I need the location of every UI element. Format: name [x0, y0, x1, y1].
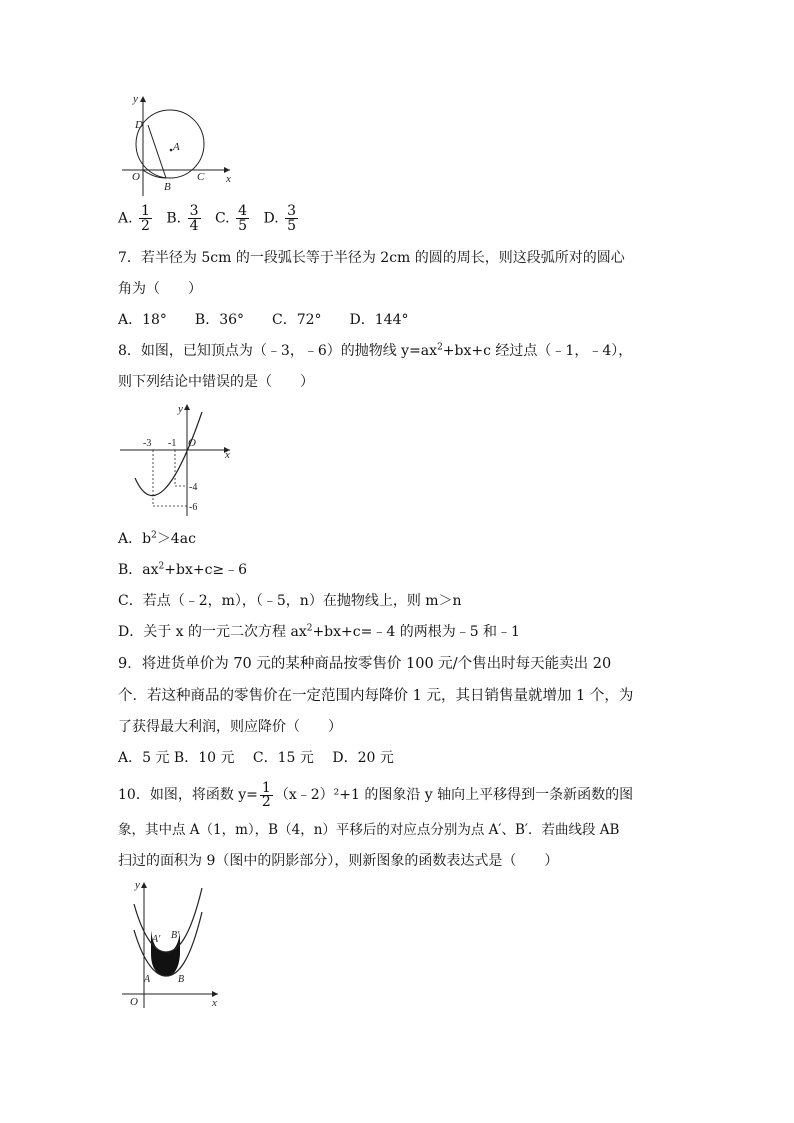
- q8-line-1: 8．如图，已知顶点为（﹣3，﹣6）的抛物线 $y=ax^2+bx+c$ 经过点（﹣1，﹣4），: [118, 342, 633, 359]
- q6-label-x: x: [226, 173, 231, 185]
- q10-label-B: B: [178, 974, 185, 985]
- q8-option-a: A．$b^2>4ac$: [118, 530, 196, 547]
- q8-parabola-diagram: [118, 400, 236, 518]
- q8-label-neg3: -3: [143, 438, 152, 449]
- q6-option-c: C. $\frac{4}{5}$: [214, 203, 248, 234]
- q7-line-2: 角为（ ）: [118, 281, 202, 297]
- q6-label-A: A: [173, 141, 180, 153]
- q8-label-neg1: -1: [168, 438, 177, 449]
- q10-label-B-prime: B′: [171, 930, 180, 941]
- q7-line-1: 7．若半径为 5cm 的一段弧长等于半径为 2cm 的圆的周长，则这段弧所对的圆心: [118, 250, 625, 266]
- q6-label-C: C: [197, 171, 205, 183]
- q10-line-1: 10．如图，将函数 y= $\frac{1}{2}$ （x﹣2）²+1 的图象沿 y 轴向上平移得到一条新函数的图: [118, 779, 634, 810]
- q10-label-y: y: [135, 879, 140, 891]
- q10-shaded-region-diagram: [118, 878, 224, 1010]
- q8-option-b: B．$ax^2+bx+c\ge﹣6$: [118, 561, 248, 578]
- q6-label-B: B: [164, 181, 171, 193]
- q9-options: A．5 元 B．10 元 C．15 元 D．20 元: [118, 750, 394, 766]
- q6-label-y: y: [133, 93, 138, 105]
- q8-label-neg4: -4: [189, 482, 198, 493]
- q8-label-O: O: [188, 437, 196, 449]
- q8-line-2: 则下列结论中错误的是（ ）: [118, 374, 314, 390]
- q10-label-O: O: [130, 996, 138, 1008]
- q6-options: [118, 204, 308, 233]
- q10-line-2: 象，其中点 A（1，m），B（4，n）平移后的对应点分别为点 A′、B′．若曲线段 AB: [118, 822, 620, 838]
- q6-option-b: B. $\frac{3}{4}$: [166, 203, 199, 234]
- q8-figure: [118, 400, 236, 518]
- q9-line-3: 了获得最大利润，则应降价（ ）: [118, 719, 342, 735]
- q6-figure: [118, 92, 236, 200]
- q10-line-3: 扫过的面积为 9（图中的阴影部分），则新图象的函数表达式是（ ）: [118, 853, 559, 869]
- q8-option-d: D．关于 x 的一元二次方程 $ax^2+bx+c=﹣4$ 的两根为﹣5 和﹣1: [118, 623, 520, 640]
- q10-label-A-prime: A′: [152, 934, 161, 945]
- q6-option-a: A. $\frac{1}{2}$: [118, 203, 150, 234]
- q8-label-y: y: [178, 403, 183, 415]
- q10-label-A: A: [144, 974, 151, 985]
- q6-label-D: D: [135, 119, 143, 131]
- q8-option-c: C．若点（﹣2，m），（﹣5，n）在抛物线上，则 m＞n: [118, 593, 462, 609]
- q6-label-O: O: [132, 171, 140, 183]
- q6-circle-diagram: [118, 92, 236, 200]
- q10-label-x: x: [212, 997, 217, 1009]
- q8-label-x: x: [225, 449, 230, 461]
- q9-line-2: 个．若这种商品的零售价在一定范围内每降价 1 元，其日销售量就增加 1 个，为: [118, 688, 634, 704]
- q7-options: A．18° B．36° C．72° D．144°: [118, 312, 409, 328]
- q9-line-1: 9．将进货单价为 70 元的某种商品按零售价 100 元/个售出时每天能卖出 20: [118, 656, 612, 672]
- q8-label-neg6: -6: [189, 502, 198, 513]
- q10-figure: [118, 878, 224, 1010]
- q6-option-d: D. $\frac{3}{5}$: [263, 203, 297, 234]
